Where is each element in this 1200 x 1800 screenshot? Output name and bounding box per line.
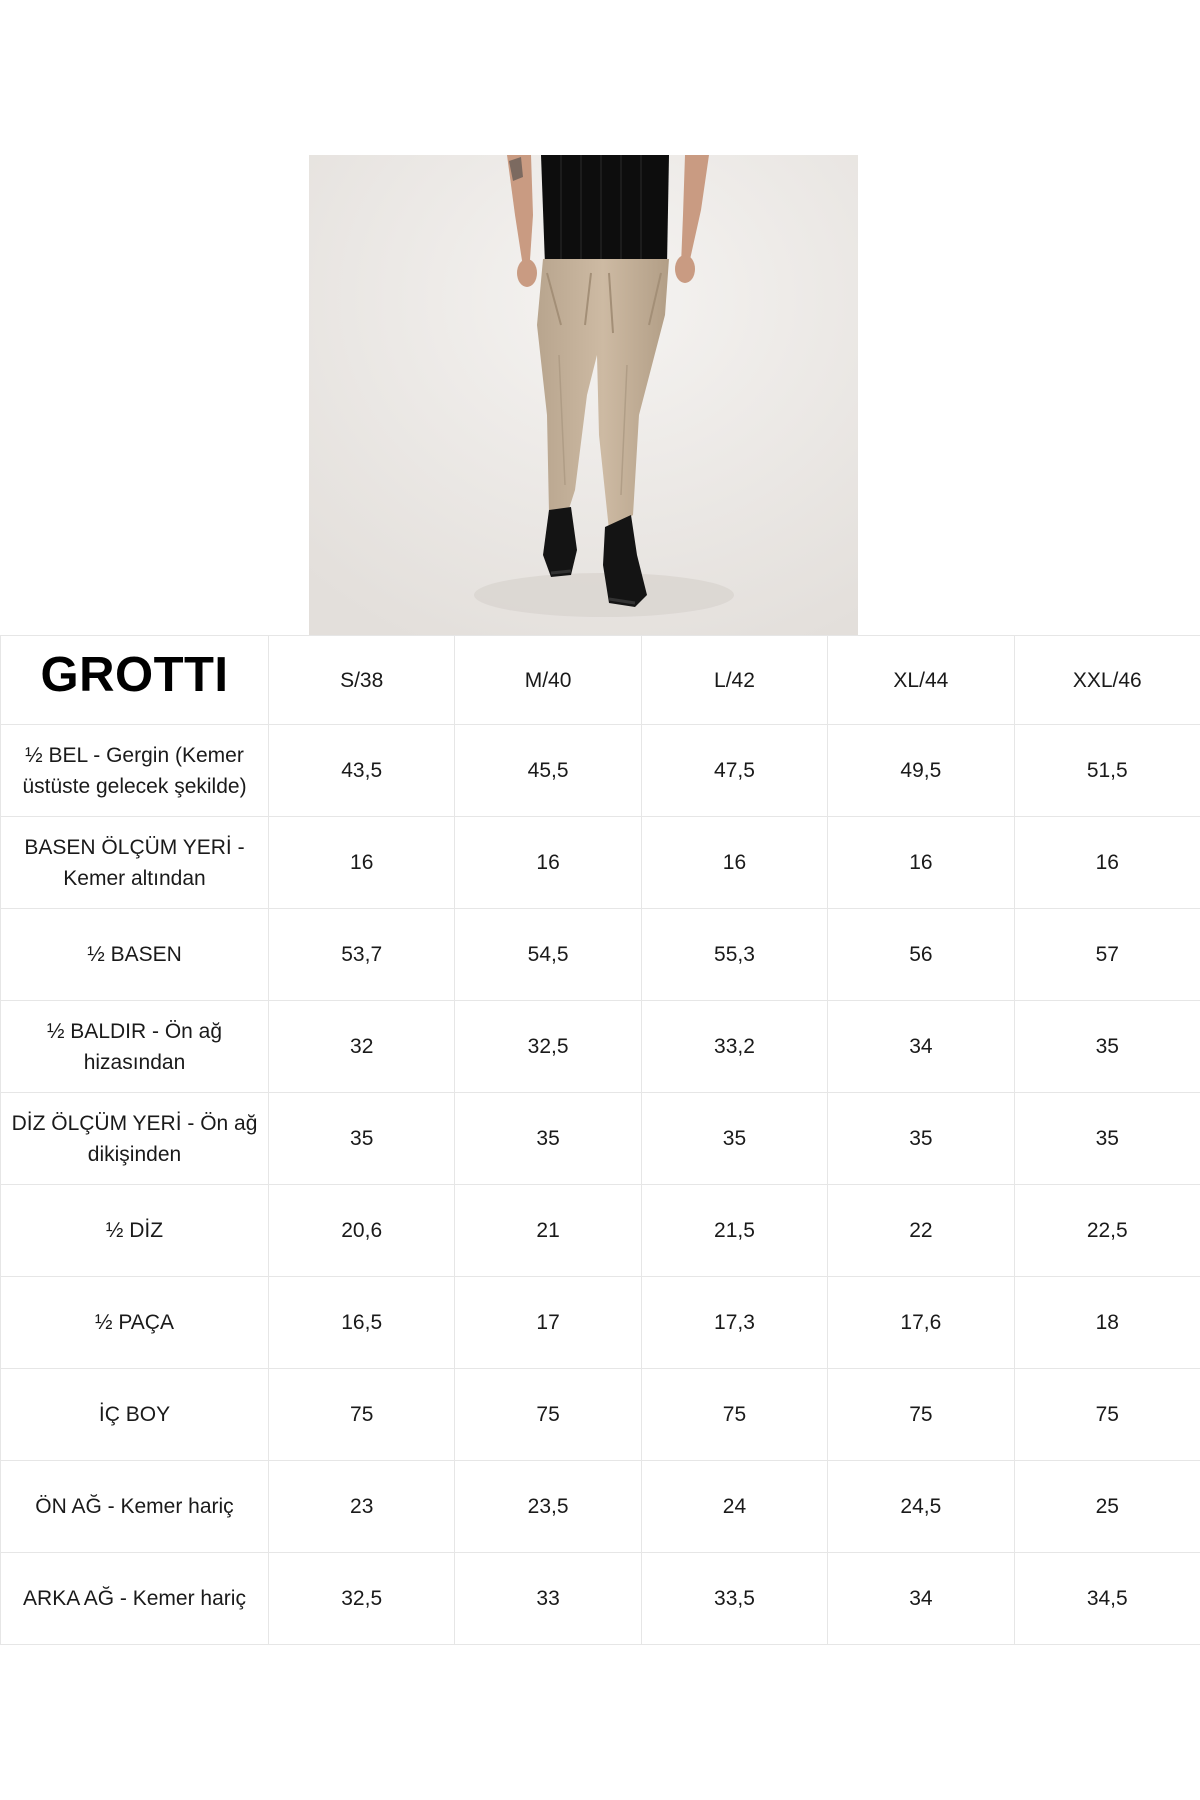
measurement-value: 34 <box>828 1553 1014 1645</box>
measurement-value: 35 <box>455 1093 641 1185</box>
measurement-value: 16 <box>641 817 827 909</box>
measurement-label: İÇ BOY <box>1 1369 269 1461</box>
measurement-value: 21,5 <box>641 1185 827 1277</box>
measurement-label: ARKA AĞ - Kemer hariç <box>1 1553 269 1645</box>
size-header: XXL/46 <box>1014 636 1200 725</box>
measurement-value: 51,5 <box>1014 725 1200 817</box>
size-chart-table <box>0 635 1200 1645</box>
measurement-label: ½ BALDIR - Ön ağ hizasından <box>1 1001 269 1093</box>
measurement-value: 57 <box>1014 909 1200 1001</box>
measurement-value: 24 <box>641 1461 827 1553</box>
measurement-value: 17,3 <box>641 1277 827 1369</box>
size-header: M/40 <box>455 636 641 725</box>
measurement-value: 45,5 <box>455 725 641 817</box>
measurement-value: 56 <box>828 909 1014 1001</box>
measurement-value: 35 <box>269 1093 455 1185</box>
measurement-value: 32,5 <box>269 1553 455 1645</box>
measurement-value: 75 <box>641 1369 827 1461</box>
measurement-value: 24,5 <box>828 1461 1014 1553</box>
size-header: S/38 <box>269 636 455 725</box>
measurement-row <box>1 1461 1200 1553</box>
measurement-row <box>1 1001 1200 1093</box>
measurement-value: 21 <box>455 1185 641 1277</box>
measurement-value: 16 <box>269 817 455 909</box>
measurement-value: 35 <box>641 1093 827 1185</box>
measurement-value: 17,6 <box>828 1277 1014 1369</box>
size-header: L/42 <box>641 636 827 725</box>
measurement-value: 16 <box>455 817 641 909</box>
measurement-label: ½ BEL - Gergin (Kemer üstüste gelecek şekilde) <box>1 725 269 817</box>
measurement-value: 20,6 <box>269 1185 455 1277</box>
measurement-value: 35 <box>1014 1001 1200 1093</box>
measurement-value: 43,5 <box>269 725 455 817</box>
measurement-value: 54,5 <box>455 909 641 1001</box>
brand-name: GROTTI <box>40 648 229 702</box>
measurement-row <box>1 1553 1200 1645</box>
measurement-value: 23,5 <box>455 1461 641 1553</box>
measurement-value: 55,3 <box>641 909 827 1001</box>
measurement-label: ½ DİZ <box>1 1185 269 1277</box>
measurement-value: 47,5 <box>641 725 827 817</box>
size-header-row <box>1 636 1200 725</box>
measurement-row <box>1 725 1200 817</box>
measurement-label: BASEN ÖLÇÜM YERİ - Kemer altından <box>1 817 269 909</box>
measurement-value: 25 <box>1014 1461 1200 1553</box>
size-header: XL/44 <box>828 636 1014 725</box>
measurement-value: 22 <box>828 1185 1014 1277</box>
measurement-value: 75 <box>269 1369 455 1461</box>
measurement-row <box>1 817 1200 909</box>
measurement-value: 49,5 <box>828 725 1014 817</box>
measurement-value: 35 <box>828 1093 1014 1185</box>
product-photo <box>309 155 858 635</box>
measurement-value: 17 <box>455 1277 641 1369</box>
brand-logo <box>1 636 269 725</box>
measurement-value: 75 <box>1014 1369 1200 1461</box>
measurement-row <box>1 1369 1200 1461</box>
measurement-row <box>1 909 1200 1001</box>
measurement-label: ½ PAÇA <box>1 1277 269 1369</box>
measurement-value: 32 <box>269 1001 455 1093</box>
measurement-value: 75 <box>455 1369 641 1461</box>
measurement-value: 33,5 <box>641 1553 827 1645</box>
measurement-label: ½ BASEN <box>1 909 269 1001</box>
measurement-row <box>1 1277 1200 1369</box>
measurement-value: 22,5 <box>1014 1185 1200 1277</box>
measurement-value: 34,5 <box>1014 1553 1200 1645</box>
measurement-value: 75 <box>828 1369 1014 1461</box>
measurement-value: 18 <box>1014 1277 1200 1369</box>
model-wearing-trousers-image <box>309 155 858 635</box>
measurement-value: 16 <box>1014 817 1200 909</box>
measurement-label: ÖN AĞ - Kemer hariç <box>1 1461 269 1553</box>
measurement-value: 16 <box>828 817 1014 909</box>
measurement-value: 33,2 <box>641 1001 827 1093</box>
measurement-value: 33 <box>455 1553 641 1645</box>
measurement-row <box>1 1185 1200 1277</box>
measurement-label: DİZ ÖLÇÜM YERİ - Ön ağ dikişinden <box>1 1093 269 1185</box>
measurement-row <box>1 1093 1200 1185</box>
measurement-value: 35 <box>1014 1093 1200 1185</box>
measurement-value: 23 <box>269 1461 455 1553</box>
measurement-value: 16,5 <box>269 1277 455 1369</box>
measurement-value: 53,7 <box>269 909 455 1001</box>
measurement-value: 34 <box>828 1001 1014 1093</box>
measurement-value: 32,5 <box>455 1001 641 1093</box>
